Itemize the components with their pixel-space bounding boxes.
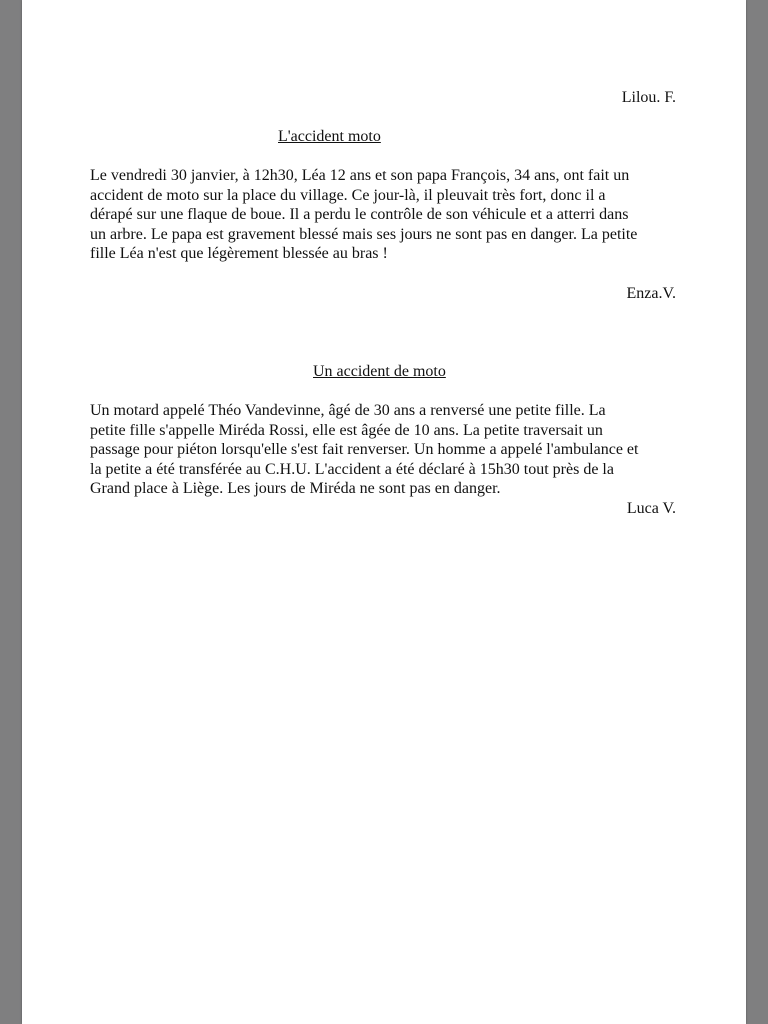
document-page [22,0,746,1024]
article-2-line: la petite a été transférée au C.H.U. L'accident a été déclaré à 15h30 tout près de la [90,460,614,478]
article-2-line: passage pour piéton lorsqu'elle s'est fait renverser. Un homme a appelé l'ambulance et [90,441,639,459]
article-1-line: accident de moto sur la place du village. Ce jour-là, il pleuvait très fort, donc il a [90,186,606,204]
article-1-line: dérapé sur une flaque de boue. Il a perdu le contrôle de son véhicule et a atterri dans [90,206,629,224]
article-1-body [90,166,676,264]
article-1-line: Le vendredi 30 janvier, à 12h30, Léa 12 ans et son papa François, 34 ans, ont fait un [90,167,630,184]
article-1-author: Enza.V. [626,285,676,302]
article-2-line: Grand place à Liège. Les jours de Miréda ne sont pas en danger. [90,480,501,498]
header-author: Lilou. F. [621,89,676,106]
article-2-line: Un motard appelé Théo Vandevinne, âgé de 30 ans a renversé une petite fille. La [90,402,606,419]
article-1-line: un arbre. Le papa est gravement blessé mais ses jours ne sont pas en danger. La petite [90,225,638,243]
article-1-title: L'accident moto [278,128,381,145]
article-1-line: fille Léa n'est que légèrement blessée au bras ! [90,245,388,263]
article-2-title: Un accident de moto [313,363,446,380]
article-2-line: petite fille s'appelle Miréda Rossi, elle est âgée de 10 ans. La petite traversait un [90,421,603,439]
article-2-author: Luca V. [626,500,676,517]
article-2-body [90,401,676,499]
